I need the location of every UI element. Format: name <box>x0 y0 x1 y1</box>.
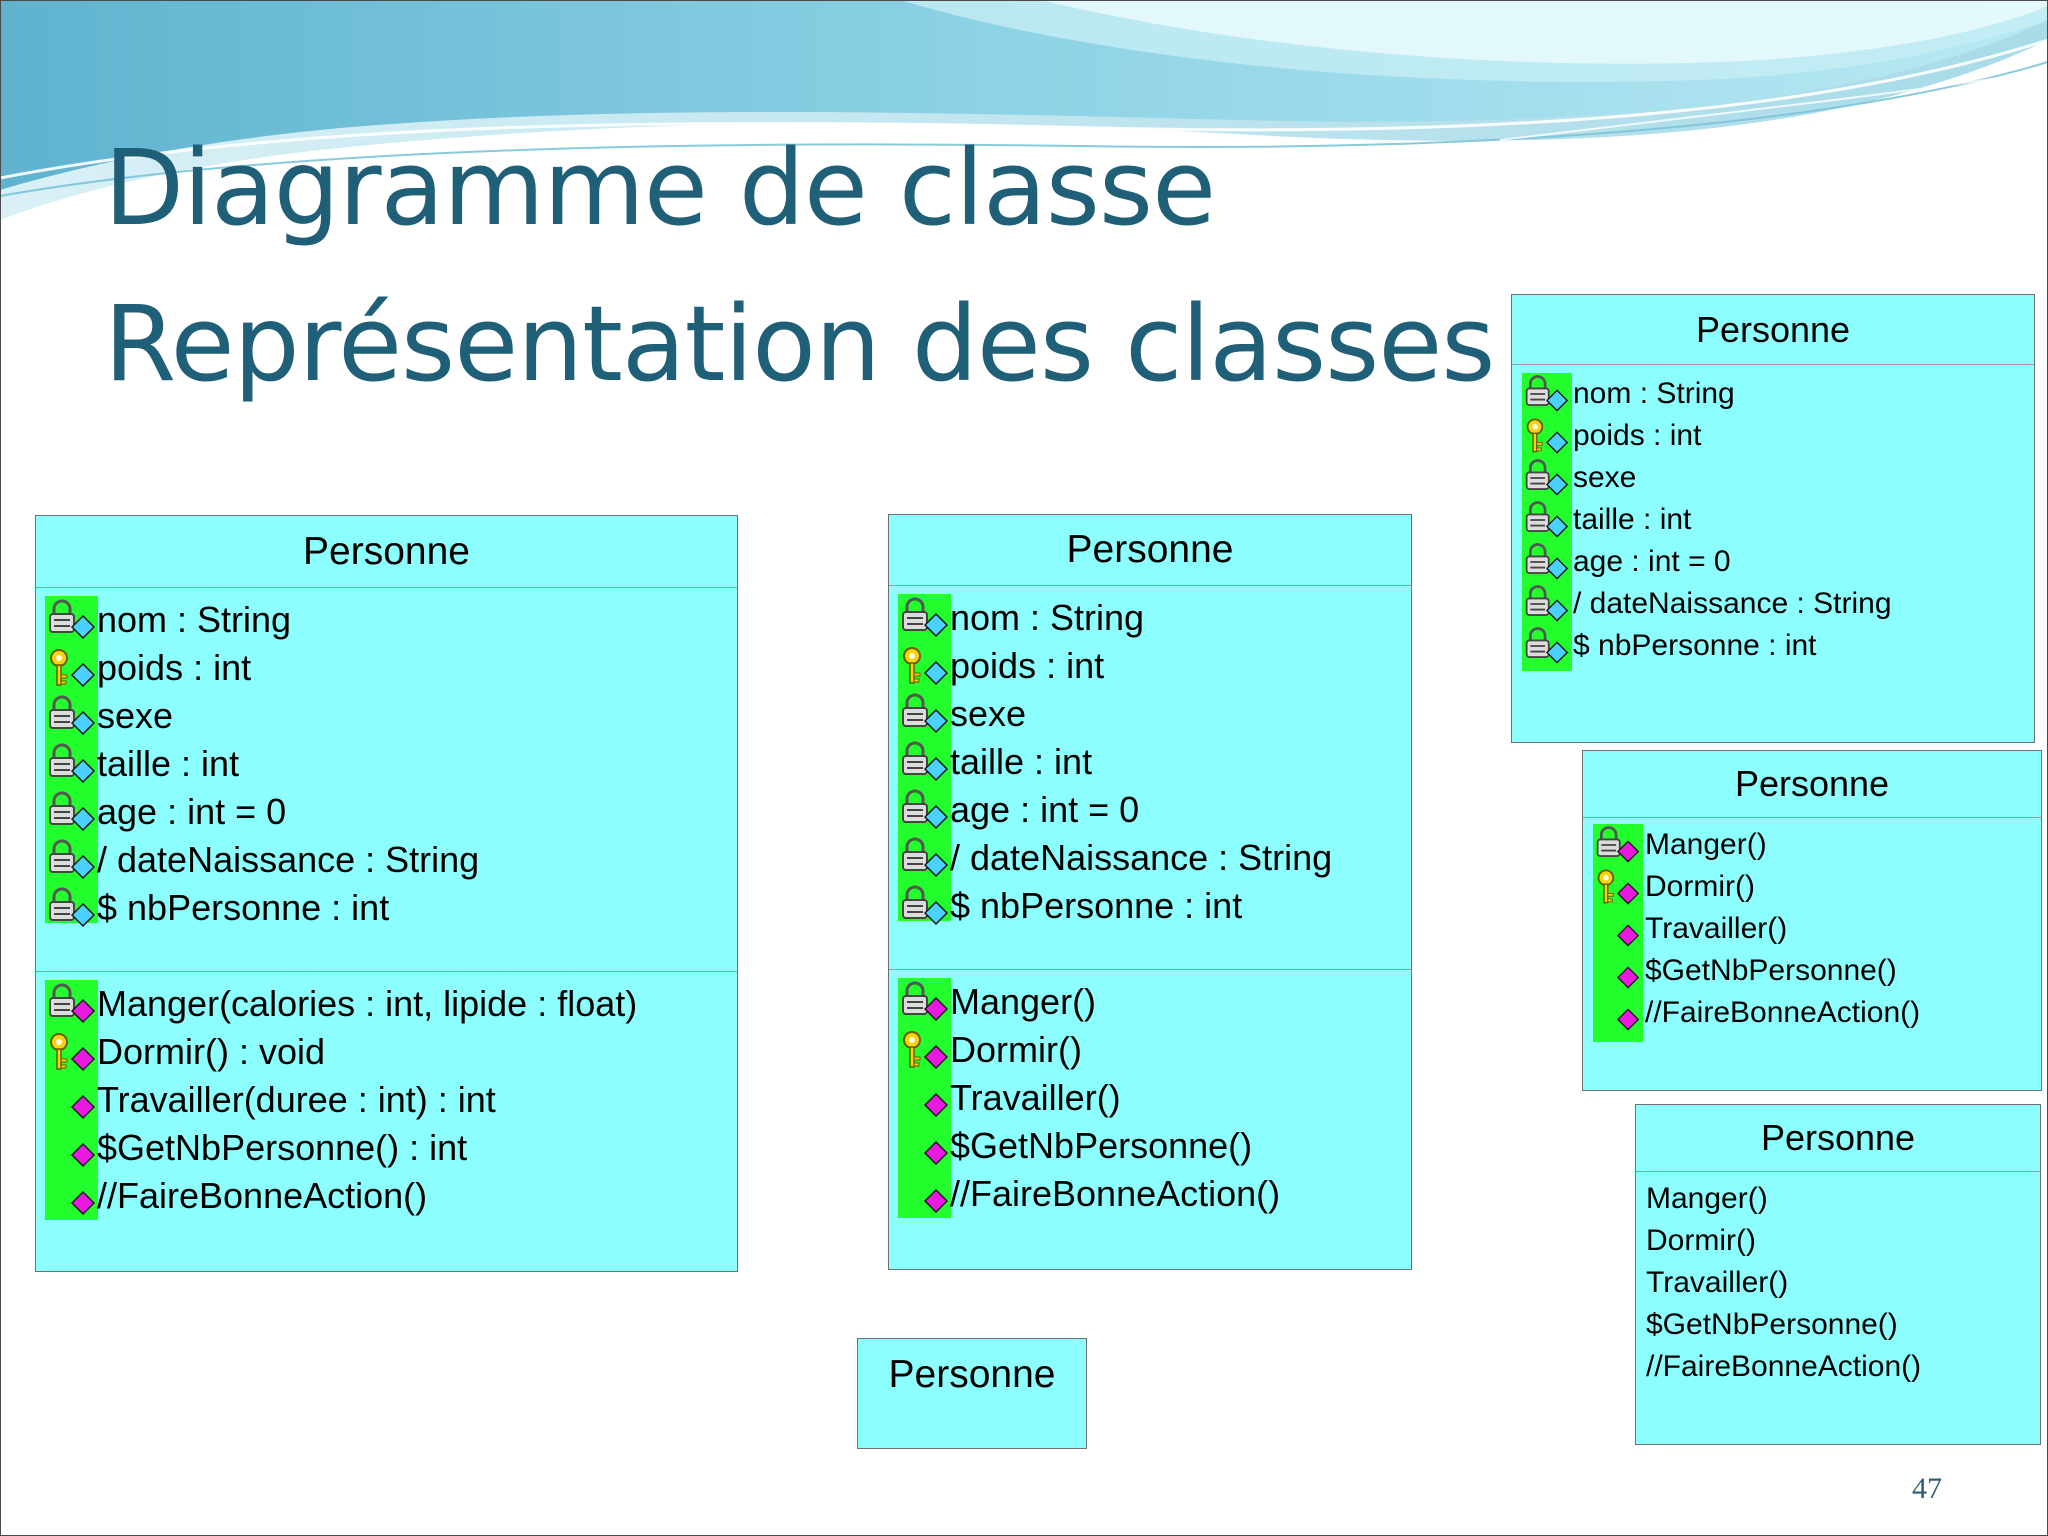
attribute-row <box>36 692 737 740</box>
attribute-declaration: sexe <box>1573 461 1637 494</box>
attribute-declaration: $ nbPersonne : int <box>950 885 1243 926</box>
operation-compartment <box>36 971 737 1271</box>
operation-row <box>36 1076 737 1124</box>
operation-signature: Travailler(duree : int) : int <box>97 1079 496 1120</box>
class-name: Personne <box>1512 295 2034 365</box>
operation-signature: $GetNbPersonne() <box>1645 954 1897 987</box>
attribute-row <box>889 690 1411 738</box>
key-icon <box>898 1028 950 1072</box>
attribute-declaration: nom : String <box>97 599 292 640</box>
key-icon <box>1593 867 1641 908</box>
attribute-row <box>1512 583 2034 625</box>
attribute-row <box>889 594 1411 642</box>
key-icon <box>898 644 950 688</box>
operation-signature: Dormir() : void <box>97 1031 326 1072</box>
method-diamond-icon <box>898 1124 950 1168</box>
attribute-declaration: $ nbPersonne : int <box>1573 629 1817 662</box>
operation-row <box>36 1172 737 1220</box>
lock-icon <box>898 692 950 736</box>
operation-signature: Manger() <box>1646 1182 1768 1215</box>
lock-icon <box>1522 542 1570 583</box>
operation-row <box>889 1122 1411 1170</box>
page-number: 47 <box>1912 1472 1942 1505</box>
attribute-row <box>36 836 737 884</box>
operation-row <box>889 1074 1411 1122</box>
attribute-declaration: age : int = 0 <box>97 791 287 832</box>
operation-row <box>36 1124 737 1172</box>
operation-row <box>1583 866 2041 908</box>
attribute-row <box>889 738 1411 786</box>
class-personne-operations-plain[interactable] <box>1635 1104 2041 1445</box>
attribute-compartment <box>36 588 737 971</box>
operation-row <box>1583 950 2041 992</box>
lock-icon <box>898 836 950 880</box>
lock-icon <box>45 838 97 882</box>
attribute-row <box>36 884 737 932</box>
class-personne-operations-only[interactable] <box>1582 750 2042 1091</box>
attribute-declaration: taille : int <box>1573 503 1692 536</box>
class-personne-full-signatures[interactable] <box>35 515 738 1272</box>
lock-icon <box>898 980 950 1024</box>
attribute-declaration: poids : int <box>950 645 1105 686</box>
attribute-declaration: nom : String <box>950 597 1145 638</box>
method-diamond-icon <box>1593 993 1641 1034</box>
lock-icon <box>45 886 97 930</box>
lock-icon <box>1522 458 1570 499</box>
operation-compartment <box>1583 818 2041 1090</box>
attribute-declaration: poids : int <box>1573 419 1702 452</box>
slide-title-line-1: Diagramme de classe <box>104 127 1216 249</box>
attribute-row <box>36 596 737 644</box>
operation-row <box>1636 1346 2040 1388</box>
key-icon <box>1522 416 1570 457</box>
class-personne-name-only[interactable] <box>857 1338 1087 1449</box>
attribute-declaration: / dateNaissance : String <box>1573 587 1892 620</box>
operation-row <box>1636 1178 2040 1220</box>
slide-title-line-2: Représentation des classes <box>104 283 1495 405</box>
operation-signature: //FaireBonneAction() <box>1645 996 1921 1029</box>
method-diamond-icon <box>1593 951 1641 992</box>
attribute-compartment <box>889 586 1411 969</box>
attribute-declaration: age : int = 0 <box>950 789 1140 830</box>
lock-icon <box>1522 500 1570 541</box>
operation-signature: Manger() <box>950 981 1097 1022</box>
method-diamond-icon <box>45 1078 97 1122</box>
operation-compartment <box>1636 1172 2040 1444</box>
method-diamond-icon <box>898 1076 950 1120</box>
lock-icon <box>45 982 97 1026</box>
attribute-declaration: / dateNaissance : String <box>950 837 1333 878</box>
operation-row <box>1636 1304 2040 1346</box>
attribute-declaration: sexe <box>97 695 174 736</box>
attribute-row <box>36 644 737 692</box>
attribute-row <box>1512 541 2034 583</box>
lock-icon <box>898 884 950 928</box>
operation-signature: Manger(calories : int, lipide : float) <box>97 983 638 1024</box>
attribute-compartment <box>1512 365 2034 742</box>
attribute-row <box>889 786 1411 834</box>
operation-signature: Dormir() <box>950 1029 1082 1070</box>
attribute-row <box>1512 415 2034 457</box>
attribute-declaration: taille : int <box>97 743 240 784</box>
attribute-row <box>1512 457 2034 499</box>
attribute-row <box>1512 373 2034 415</box>
lock-icon <box>898 596 950 640</box>
class-personne-attributes-only[interactable] <box>1511 294 2035 743</box>
class-name: Personne <box>888 1353 1056 1396</box>
lock-icon <box>45 742 97 786</box>
lock-icon <box>1522 584 1570 625</box>
operation-signature: Travailler() <box>1645 912 1788 945</box>
class-name: Personne <box>889 515 1411 586</box>
operation-signature: $GetNbPersonne() <box>950 1125 1253 1166</box>
lock-icon <box>898 740 950 784</box>
class-name: Personne <box>1636 1105 2040 1172</box>
attribute-declaration: taille : int <box>950 741 1093 782</box>
operation-signature: Dormir() <box>1645 870 1755 903</box>
operation-row <box>1583 824 2041 866</box>
attribute-row <box>36 740 737 788</box>
operation-row <box>1636 1220 2040 1262</box>
lock-icon <box>1522 374 1570 415</box>
operation-row <box>1583 908 2041 950</box>
method-diamond-icon <box>45 1174 97 1218</box>
operation-signature: Travailler() <box>950 1077 1121 1118</box>
attribute-declaration: sexe <box>950 693 1027 734</box>
lock-icon <box>1593 825 1641 866</box>
attribute-declaration: poids : int <box>97 647 252 688</box>
operation-row <box>36 980 737 1028</box>
operation-signature: Travailler() <box>1646 1266 1789 1299</box>
operation-row <box>36 1028 737 1076</box>
lock-icon <box>45 694 97 738</box>
operation-signature: $GetNbPersonne() : int <box>97 1127 468 1168</box>
operation-signature: $GetNbPersonne() <box>1646 1308 1898 1341</box>
attribute-declaration: nom : String <box>1573 377 1735 410</box>
operation-signature: //FaireBonneAction() <box>1646 1350 1922 1383</box>
operation-row <box>889 978 1411 1026</box>
lock-icon <box>1522 626 1570 667</box>
attribute-row <box>1512 499 2034 541</box>
method-diamond-icon <box>1593 909 1641 950</box>
operation-compartment <box>889 969 1411 1269</box>
attribute-row <box>36 788 737 836</box>
operation-signature: //FaireBonneAction() <box>97 1175 428 1216</box>
key-icon <box>45 646 97 690</box>
attribute-row <box>889 882 1411 930</box>
lock-icon <box>45 598 97 642</box>
class-name: Personne <box>1583 751 2041 818</box>
operation-row <box>889 1170 1411 1218</box>
class-personne-names-only[interactable] <box>888 514 1412 1270</box>
operation-row <box>1636 1262 2040 1304</box>
method-diamond-icon <box>898 1172 950 1216</box>
attribute-row <box>889 834 1411 882</box>
operation-signature: //FaireBonneAction() <box>950 1173 1281 1214</box>
lock-icon <box>45 790 97 834</box>
operation-signature: Dormir() <box>1646 1224 1756 1257</box>
operation-row <box>1583 992 2041 1034</box>
key-icon <box>45 1030 97 1074</box>
lock-icon <box>898 788 950 832</box>
operation-row <box>889 1026 1411 1074</box>
operation-signature: Manger() <box>1645 828 1767 861</box>
attribute-declaration: age : int = 0 <box>1573 545 1731 578</box>
attribute-declaration: $ nbPersonne : int <box>97 887 390 928</box>
attribute-row <box>1512 625 2034 667</box>
attribute-row <box>889 642 1411 690</box>
attribute-declaration: / dateNaissance : String <box>97 839 480 880</box>
class-name: Personne <box>36 516 737 588</box>
method-diamond-icon <box>45 1126 97 1170</box>
